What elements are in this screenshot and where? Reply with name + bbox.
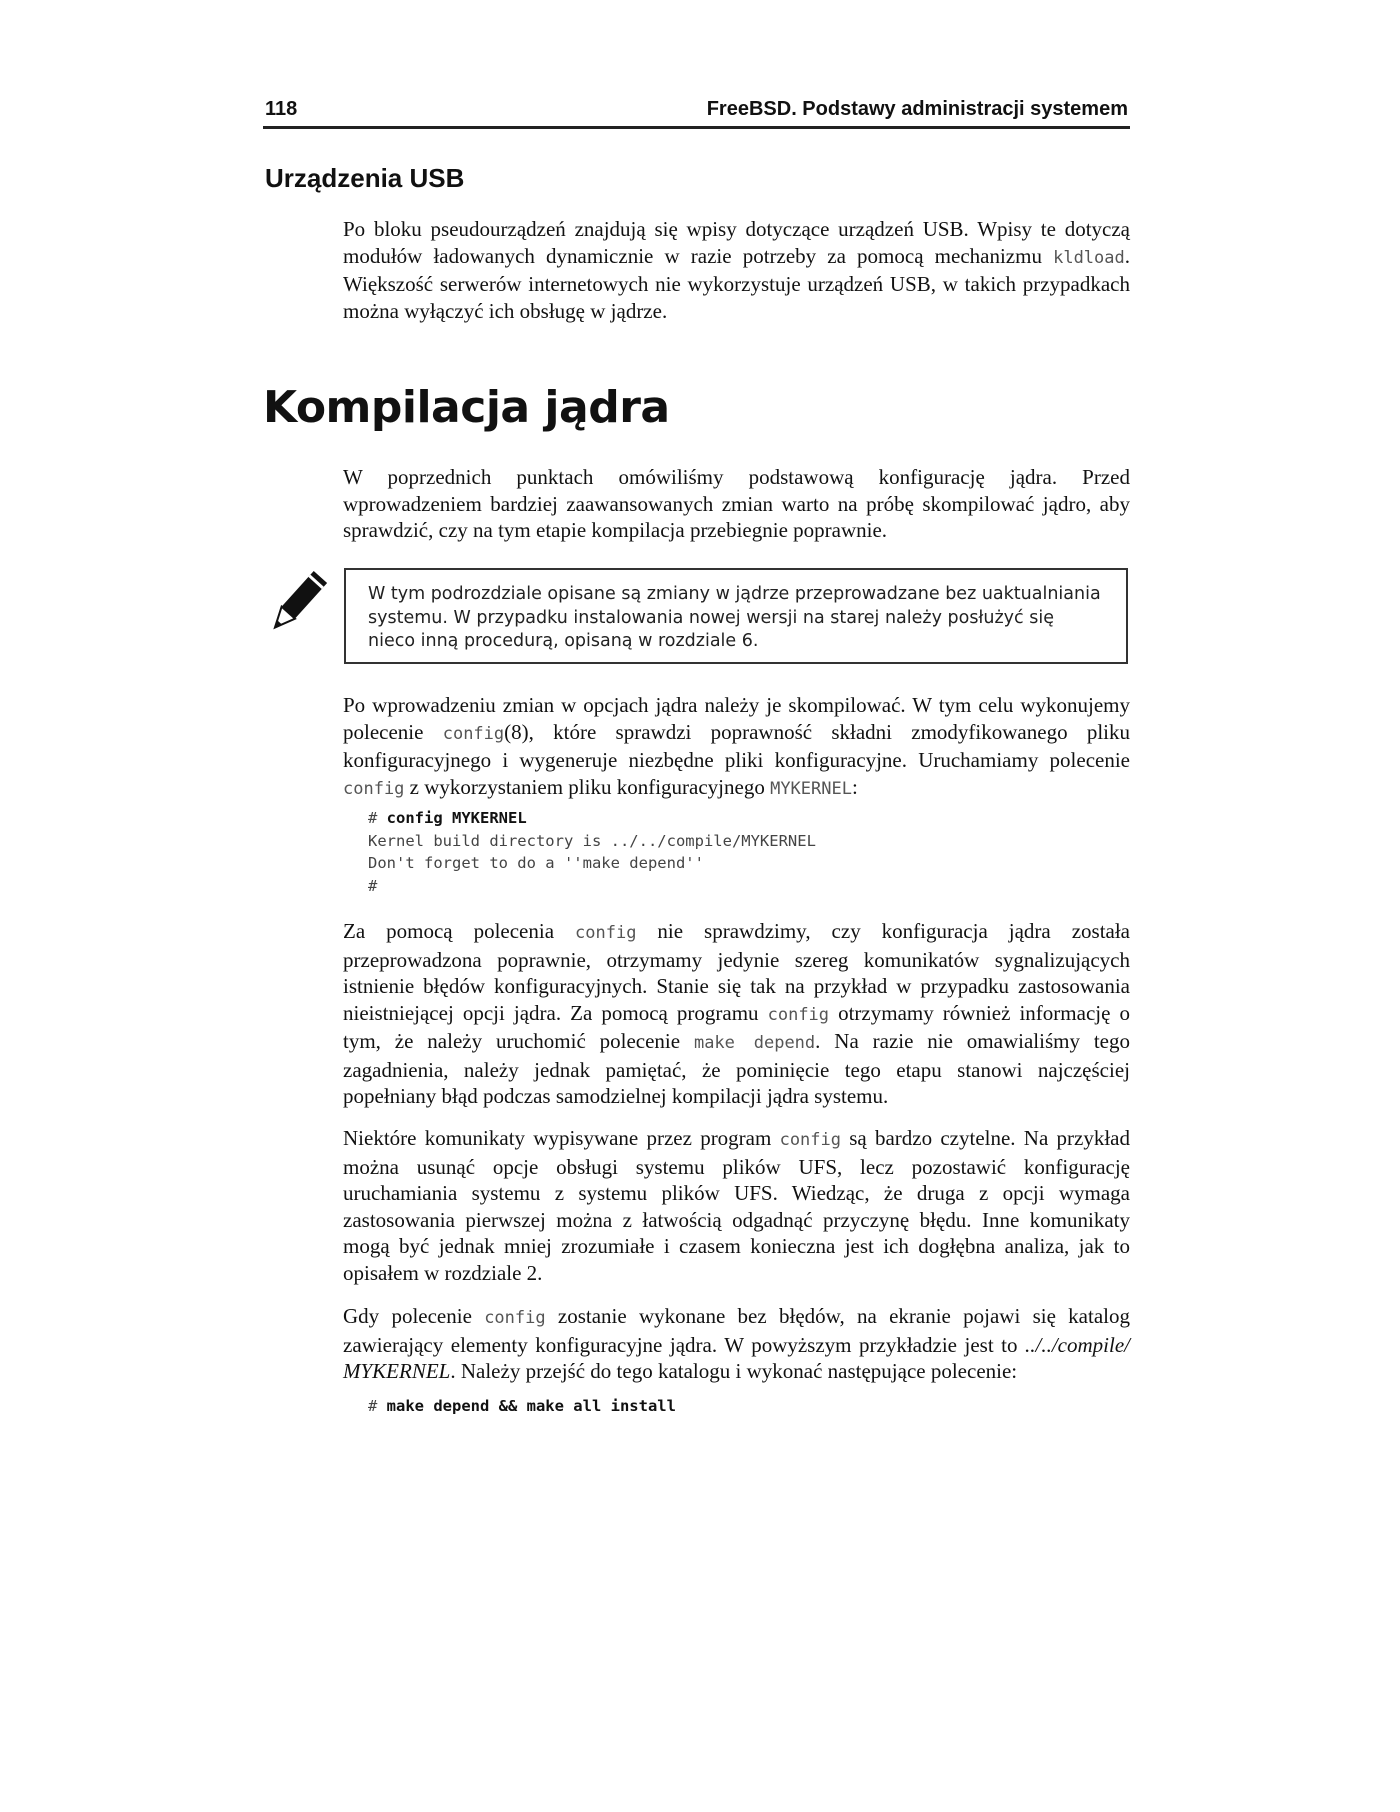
code-prompt: #: [368, 1397, 387, 1415]
text-run: . Należy przejść do tego katalogu i wykonać następujące polecenie:: [450, 1359, 1018, 1383]
inline-code: config: [575, 923, 637, 943]
pencil-icon: [264, 568, 330, 638]
inline-code: MYKERNEL: [770, 778, 852, 799]
section-heading-usb: Urządzenia USB: [265, 163, 465, 193]
paragraph-config-check: [343, 918, 1130, 1110]
path-text: ../../compile/ MYKERNEL: [343, 1332, 1130, 1383]
code-block-config: [368, 807, 816, 897]
paragraph-build: [343, 1303, 1130, 1385]
running-header: [263, 96, 1130, 129]
text-run: Gdy polecenie: [343, 1304, 485, 1328]
paragraph-intro: W poprzednich punktach omówiliśmy podstawową konfigurację jądra. Przed wprowadzeniem bardziej zaawansowanych zmian warto na próbę skompilować jądro, aby sprawdzić, czy na tym etapie kompilacja przebiegnie poprawnie.: [343, 465, 1130, 542]
code-prompt: #: [368, 809, 387, 827]
note-box: [344, 568, 1128, 664]
text-run: z wykorzystaniem pliku konfiguracyjnego: [404, 774, 771, 799]
inline-code: config: [484, 1308, 546, 1328]
text-run: . Większość serwerów internetowych nie wykorzystuje urządzeń USB, w takich przypadkach można wyłączyć ich obsługę w jądrze.: [343, 243, 1130, 323]
text-run: nie sprawdzimy, czy konfiguracja jądra została przeprowadzona poprawnie, otrzymamy jedynie szereg komunikatów sygnalizujących istnienie błędów konfiguracyjnych. Stanie się tak na przykład w przypadku zastosowania nieistniejącej opcji jądra. Za pomocą programu: [343, 919, 1131, 1025]
text-run: Za pomocą polecenia: [343, 919, 576, 943]
paragraph-messages: [343, 1125, 1130, 1286]
code-output: Kernel build directory is ../../compile/MYKERNEL: [368, 831, 816, 850]
text-run: zostanie wykonane bez błędów, na ekranie pojawi się katalog zawierający elementy konfiguracyjne jądra. W powyższym przykładzie jest to: [343, 1304, 1130, 1357]
text-run: Niektóre komunikaty wypisywane przez program: [343, 1126, 780, 1150]
code-block-make: [368, 1395, 676, 1418]
book-title: FreeBSD. Podstawy administracji systemem: [706, 98, 1128, 120]
text-run: są bardzo czytelne. Na przykład można usunąć opcje obsługi systemu plików UFS, lecz pozostawić konfigurację uruchamiania systemu z systemu plików UFS. Wiedząc, że druga z opcji wymaga zastosowania pierwszej można z łatwością odgadnąć przyczynę błędu. Inne komunikaty mogą być jednak mniej zrozumiałe i czasem konieczna jest ich dogłębna analiza, jak to opisałem w rozdziale 2.: [343, 1126, 1130, 1285]
code-command: config MYKERNEL: [386, 809, 527, 827]
page-number: 118: [265, 98, 298, 120]
text-run: Po wprowadzeniu zmian w opcjach jądra należy je skompilować. W tym celu wykonujemy polecenie: [343, 693, 1130, 744]
paragraph-config: [343, 692, 1130, 802]
text-run: otrzymamy również informację o tym, że należy uruchomić polecenie: [343, 1000, 1130, 1053]
text-run: (8), które sprawdzi poprawność składni zmodyfikowanego pliku konfiguracyjnego i wygeneruje niezbędne pliki konfiguracyjne. Uruchamiamy polecenie: [343, 719, 1130, 772]
paragraph-usb: [343, 216, 1130, 324]
text-run: Po bloku pseudourządzeń znajdują się wpisy dotyczące urządzeń USB. Wpisy te dotyczą modułów ładowanych dynamicznie w razie potrzeby za pomocą mechanizmu: [343, 217, 1130, 268]
inline-code: make depend: [693, 1033, 816, 1053]
inline-code: config: [442, 723, 505, 744]
code-command: make depend && make all install: [386, 1397, 676, 1415]
inline-code: config: [779, 1130, 841, 1150]
chapter-heading-compile: Kompilacja jądra: [263, 382, 670, 433]
inline-code: config: [767, 1004, 830, 1025]
code-output: Don't forget to do a ''make depend'': [368, 854, 704, 872]
text-run: :: [851, 774, 858, 799]
inline-code: config: [343, 778, 405, 799]
text-run: . Na razie nie omawialiśmy tego zagadnienia, należy jednak pamiętać, że pominięcie tego etapu stanowi najczęściej popełniany błąd podczas samodzielnej kompilacji jądra systemu.: [343, 1029, 1130, 1108]
code-output: #: [368, 876, 378, 895]
note-text: W tym podrozdziale opisane są zmiany w jądrze przeprowadzane bez uaktualniania systemu. W przypadku instalowania nowej wersji na starej należy posłużyć się nieco inną procedurą, opisaną w rozdziale 6.: [368, 584, 1101, 651]
inline-code: kldload: [1053, 247, 1125, 268]
